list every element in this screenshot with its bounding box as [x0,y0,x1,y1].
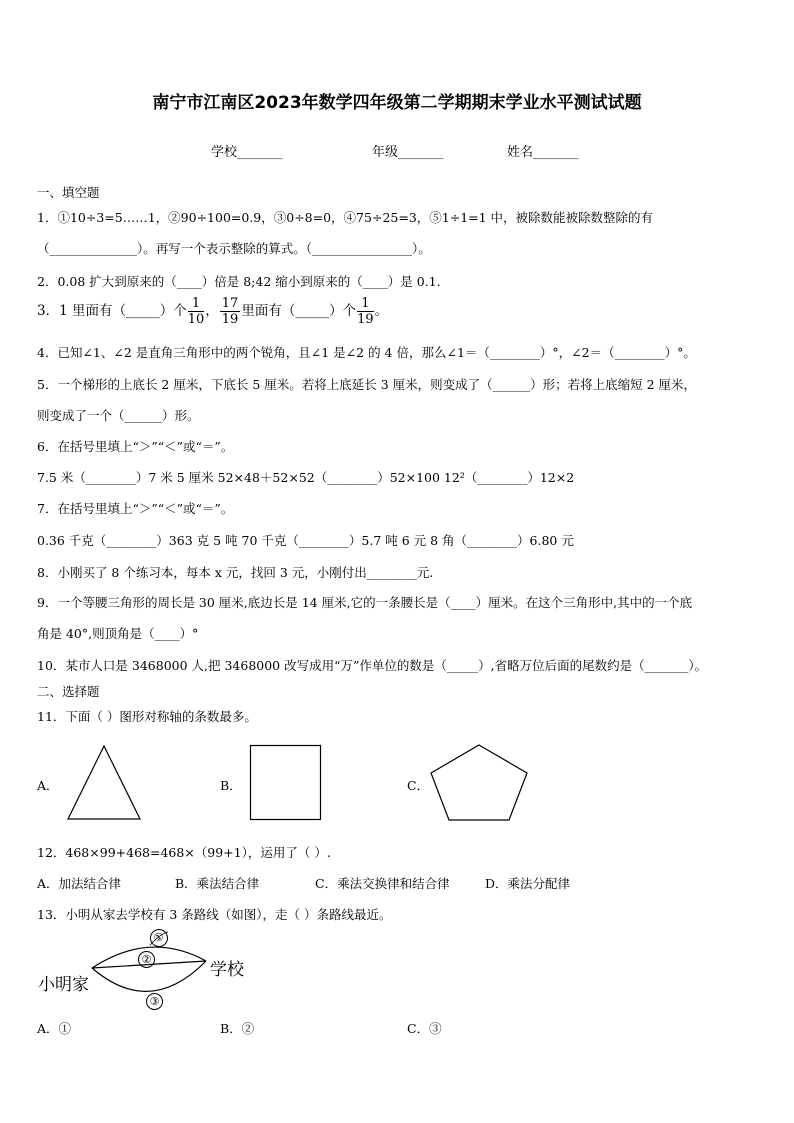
question-11-stem: 11．下面（ ）图形对称轴的条数最多。 [37,709,257,724]
school-field: 学校_______ [211,145,283,160]
q11-option-c-label: C． [407,778,430,793]
q3-suffix: 。 [374,303,389,319]
square-shape [250,745,322,821]
q3-prefix: 3．1 里面有（_____）个 [37,303,187,319]
route-2-label: ② [141,953,152,966]
q12-option-c: C．乘法交换律和结合律 [315,876,450,891]
question-9-line-1: 9．一个等腰三角形的周长是 30 厘米,底边长是 14 厘米,它的一条腰长是（____）厘米。在这个三角形中,其中的一个底 [37,595,693,610]
question-7-line-2: 0.36 千克（________）363 克 5 吨 70 千克（________）5.7 吨 6 元 8 角（________）6.80 元 [37,533,574,548]
question-9-line-2: 角是 40°,则顶角是（____）° [37,626,199,641]
triangle-shape [67,745,141,821]
question-6-line-1: 6．在括号里填上“＞”“＜”或“＝”。 [37,439,234,454]
route-2-marker [138,951,155,968]
school-label: 学校 [210,960,244,980]
question-13-stem: 13．小明从家去学校有 3 条路线（如图），走（ ）条路线最近。 [37,907,392,922]
frac-num: 17 [221,296,239,311]
question-6-line-2: 7.5 米（________）7 米 5 厘米 52×48＋52×52（________）52×100 12²（________）12×2 [37,470,575,485]
route-3-marker [146,993,163,1010]
q11-option-b-label: B． [220,778,242,793]
fraction-17-19 [220,296,241,327]
question-5-line-1: 5．一个梯形的上底长 2 厘米，下底长 5 厘米。若将上底延长 3 厘米，则变成了（______）形；若将上底缩短 2 厘米， [37,377,697,392]
question-12-stem: 12．468×99+468=468×（99+1），运用了（ ）. [37,845,331,860]
section-fill-in: 一、填空题 [37,185,100,200]
fraction-1-19 [357,296,374,327]
q11-option-a-label: A． [37,778,59,793]
section-multiple-choice: 二、选择题 [37,684,100,699]
q12-option-a: A．加法结合律 [37,876,122,891]
question-3 [37,296,388,327]
question-4: 4．已知∠1、∠2 是直角三角形中的两个锐角，且∠1 是∠2 的 4 倍，那么∠1＝（________）°，∠2＝（________）°。 [37,345,696,360]
q12-option-b: B．乘法结合律 [175,876,260,891]
question-7-line-1: 7．在括号里填上“＞”“＜”或“＝”。 [37,501,234,516]
question-5-line-2: 则变成了一个（______）形。 [37,408,200,423]
q13-option-b: B．② [220,1021,255,1036]
frac-num: 1 [188,296,205,312]
question-10: 10．某市人口是 3468000 人,把 3468000 改写成用“万”作单位的数是（_____）,省略万位后面的尾数约是（_______）。 [37,658,708,673]
pentagon-shape [430,744,528,822]
home-label: 小明家 [38,975,89,995]
name-field: 姓名_______ [507,145,579,160]
question-2: 2．0.08 扩大到原来的（____）倍是 8;42 缩小到原来的（____）是 0.1. [37,274,441,289]
grade-field: 年级_______ [372,145,444,160]
frac-num: 1 [357,296,374,312]
q3-middle: 里面有（_____）个 [241,303,357,319]
frac-den: 19 [357,312,374,327]
frac-den: 10 [187,312,205,327]
question-1-line-1: 1．①10÷3=5……1，②90÷100=0.9，③0÷8=0，④75÷25=3，⑤1÷1=1 中，被除数能被除数整除的有 [37,210,654,225]
q12-option-d: D．乘法分配律 [485,876,571,891]
q3-comma: ， [205,303,219,319]
question-1-line-2: （______________）。再写一个表示整除的算式。（________________）。 [37,241,431,256]
route-1-label: ① [151,929,167,946]
route-3-label: ③ [149,995,160,1008]
question-8: 8．小刚买了 8 个练习本，每本 x 元，找回 3 元，小刚付出________元. [37,565,434,580]
page-title: 南宁市江南区2023年数学四年级第二学期期末学业水平测试试题 [152,93,642,113]
frac-den: 19 [221,312,239,327]
q13-option-c: C．③ [407,1021,442,1036]
q13-option-a: A．① [37,1021,72,1036]
fraction-1-10 [188,296,205,327]
